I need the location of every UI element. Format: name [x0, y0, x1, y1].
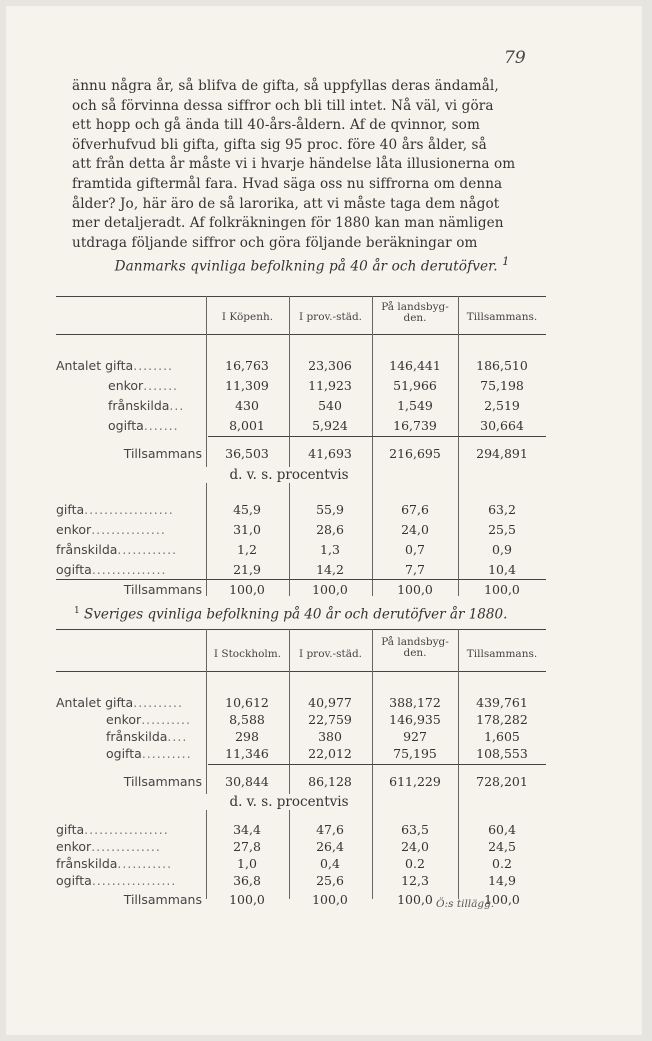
table-cell: 10,612 — [225, 695, 269, 710]
table-cell: 7,7 — [405, 562, 425, 577]
leader-dots: .............. — [91, 839, 161, 854]
book-page — [6, 6, 642, 1035]
row-label — [106, 729, 187, 744]
footnote-text: Sveriges qvinliga befolkning på 40 år och derutöfver år 1880. — [84, 606, 508, 623]
table-rule — [56, 296, 546, 297]
row-label — [108, 398, 184, 413]
total-cell: 611,229 — [389, 774, 441, 789]
column-rule — [458, 296, 459, 596]
row-label-text: frånskilda — [56, 542, 118, 557]
table-cell: 439,761 — [476, 695, 528, 710]
row-label — [56, 695, 183, 710]
table-cell: 21,9 — [233, 562, 261, 577]
table-cell: 14,9 — [488, 873, 516, 888]
table-cell: 146,441 — [389, 358, 441, 373]
table-cell: 1,549 — [397, 398, 433, 413]
table-cell: 75,198 — [480, 378, 524, 393]
column-rule — [206, 629, 207, 899]
row-label-text: Antalet gifta — [56, 358, 134, 373]
column-rule — [372, 296, 373, 596]
total-cell: 41,693 — [308, 446, 352, 461]
row-label-text: enkor — [56, 839, 92, 854]
leader-dots: ....... — [143, 418, 179, 433]
table-cell: 30,664 — [480, 418, 524, 433]
table-cell: 1,2 — [237, 542, 257, 557]
row-label — [106, 746, 192, 761]
table-cell: 16,763 — [225, 358, 269, 373]
table-cell: 23,306 — [308, 358, 352, 373]
table-rule — [56, 671, 546, 672]
row-label-text: enkor — [108, 378, 144, 393]
leader-dots: ................. — [84, 822, 169, 837]
column-header: I prov.-städ. — [298, 311, 363, 323]
table-cell: 540 — [318, 398, 342, 413]
table-cell: 16,739 — [393, 418, 437, 433]
row-label — [108, 378, 178, 393]
leader-dots: ............... — [91, 522, 166, 537]
table-cell: 430 — [235, 398, 259, 413]
table-cell: 63,5 — [401, 822, 429, 837]
total-cell: 100,0 — [397, 582, 433, 597]
caption-text: Danmarks qvinliga befolkning på 40 år och derutöfver. — [114, 258, 498, 275]
table-cell: 388,172 — [389, 695, 441, 710]
paragraph-line: framtida giftermål fara. Hvad säga oss nu siffrorna om denna — [72, 175, 503, 192]
leader-dots: .......... — [133, 695, 183, 710]
row-label-text: enkor — [56, 522, 92, 537]
table-cell: 1,3 — [320, 542, 340, 557]
total-cell: 100,0 — [229, 582, 265, 597]
table-cell: 25,6 — [316, 873, 344, 888]
leader-dots: ....... — [143, 378, 179, 393]
column-header: På landsbyg-den. — [381, 636, 449, 659]
table-cell: 25,5 — [488, 522, 516, 537]
leader-dots: .......... — [141, 712, 191, 727]
table-cell: 51,966 — [393, 378, 437, 393]
paragraph-line: ålder? Jo, här äro de så larorika, att vi måste taga dem något — [72, 195, 500, 212]
table-cell: 1,605 — [484, 729, 520, 744]
footnote — [74, 606, 507, 623]
paragraph-line: ett hopp och gå ända till 40-års-åldern. Af de qvinnor, som — [72, 117, 480, 134]
table-cell: 0.2 — [492, 856, 512, 871]
table-cell: 298 — [235, 729, 259, 744]
table-cell: 0.2 — [405, 856, 425, 871]
row-label — [56, 873, 176, 888]
leader-dots: .......... — [141, 746, 192, 761]
table-cell: 927 — [403, 729, 427, 744]
table-cell: 24,5 — [488, 839, 516, 854]
table-cell: 26,4 — [316, 839, 344, 854]
table-cell: 22,012 — [308, 746, 352, 761]
table-cell: 60,4 — [488, 822, 516, 837]
row-label — [56, 562, 166, 577]
paragraph-line: utdraga följande siffror och göra följande beräkningar om — [72, 234, 478, 251]
paragraph-line: och så förvinna dessa siffror och bli till intet. Nå väl, vi göra — [72, 97, 494, 114]
total-label: Tillsammans — [123, 774, 202, 789]
table-cell: 2,519 — [484, 398, 520, 413]
table-rule — [56, 334, 546, 335]
table-cell: 11,309 — [225, 378, 269, 393]
row-label — [56, 822, 169, 837]
total-cell: 100,0 — [484, 892, 520, 907]
leader-dots: ........... — [117, 856, 173, 871]
table-cell: 40,977 — [308, 695, 352, 710]
table-cell: 36,8 — [233, 873, 261, 888]
row-label-text: ogifta — [56, 873, 92, 888]
row-label — [56, 522, 166, 537]
column-header: I Stockholm. — [213, 648, 282, 660]
row-label-text: ogifta — [106, 746, 142, 761]
table-cell: 45,9 — [233, 502, 261, 517]
table-cell: 0,4 — [320, 856, 340, 871]
paragraph-line: öfverhufvud bli gifta, gifta sig 95 proc. före 40 års ålder, så — [72, 136, 487, 153]
total-label: Tillsammans — [123, 446, 202, 461]
table-cell: 5,924 — [312, 418, 348, 433]
total-cell: 294,891 — [476, 446, 528, 461]
editor-note: Ö:s tillägg. — [436, 898, 495, 910]
leader-dots: ............... — [91, 562, 167, 577]
table-cell: 63,2 — [488, 502, 516, 517]
table-cell: 8,588 — [229, 712, 265, 727]
row-label-text: ogifta — [56, 562, 92, 577]
table-cell: 108,553 — [476, 746, 528, 761]
table-rule — [208, 436, 546, 437]
total-label: Tillsammans — [123, 582, 202, 597]
column-header: Tillsammans. — [466, 648, 538, 660]
body-paragraph — [72, 78, 542, 274]
table-cell: 8,001 — [229, 418, 265, 433]
paragraph-line: ännu några år, så blifva de gifta, så uppfyllas deras ändamål, — [72, 78, 499, 94]
row-label — [106, 712, 191, 727]
table-cell: 75,195 — [393, 746, 437, 761]
table-cell: 12,3 — [401, 873, 429, 888]
row-label — [56, 839, 161, 854]
table-cell: 34,4 — [233, 822, 261, 837]
total-cell: 216,695 — [389, 446, 441, 461]
row-label-text: Antalet gifta — [56, 695, 134, 710]
percent-subheading: d. v. s. procentvis — [206, 467, 372, 483]
column-header: På landsbyg-den. — [381, 301, 449, 324]
table-cell: 67,6 — [401, 502, 429, 517]
row-label — [56, 542, 177, 557]
row-label-text: frånskilda — [106, 729, 168, 744]
total-cell: 86,128 — [308, 774, 352, 789]
leader-dots: .... — [167, 729, 188, 744]
row-label-text: gifta — [56, 502, 85, 517]
table-cell: 10,4 — [488, 562, 516, 577]
table-cell: 178,282 — [476, 712, 528, 727]
table-cell: 11,923 — [308, 378, 352, 393]
column-rule — [289, 296, 290, 596]
row-label-text: frånskilda — [56, 856, 118, 871]
total-label: Tillsammans — [123, 892, 202, 907]
leader-dots: ... — [169, 398, 185, 413]
row-label — [56, 358, 173, 373]
table-cell: 14,2 — [316, 562, 344, 577]
table-cell: 22,759 — [308, 712, 352, 727]
table-rule — [208, 764, 546, 765]
total-cell: 30,844 — [225, 774, 269, 789]
column-header: I prov.-städ. — [298, 648, 363, 660]
total-cell: 100,0 — [397, 892, 433, 907]
row-label — [56, 502, 174, 517]
table-cell: 28,6 — [316, 522, 344, 537]
total-cell: 36,503 — [225, 446, 269, 461]
paragraph-line: att från detta år måste vi i hvarje händelse låta illusionerna om — [72, 156, 516, 173]
row-label — [108, 418, 179, 433]
table-cell: 55,9 — [316, 502, 344, 517]
total-cell: 100,0 — [229, 892, 265, 907]
caption-footnote-mark: 1 — [502, 254, 510, 269]
table-cell: 0,7 — [405, 542, 425, 557]
total-cell: 100,0 — [312, 892, 348, 907]
row-label-text: enkor — [106, 712, 142, 727]
table1-caption — [72, 254, 542, 274]
table-cell: 24,0 — [401, 522, 429, 537]
column-rule — [206, 296, 207, 596]
leader-dots: ........ — [133, 358, 174, 373]
leader-dots: .................. — [84, 502, 174, 517]
leader-dots: ............ — [117, 542, 178, 557]
table-cell: 1,0 — [237, 856, 257, 871]
table-cell: 11,346 — [225, 746, 269, 761]
paragraph-line: mer detaljeradt. Af folkräkningen för 1880 kan man nämligen — [72, 215, 504, 232]
table-cell: 146,935 — [389, 712, 441, 727]
row-label-text: ogifta — [108, 418, 144, 433]
total-cell: 100,0 — [484, 582, 520, 597]
column-header: Tillsammans. — [466, 311, 538, 323]
leader-dots: ................. — [91, 873, 177, 888]
row-label-text: frånskilda — [108, 398, 170, 413]
total-cell: 100,0 — [312, 582, 348, 597]
column-header: I Köpenh. — [221, 311, 274, 323]
total-cell: 728,201 — [476, 774, 528, 789]
footnote-mark: 1 — [74, 606, 80, 616]
table-cell: 24,0 — [401, 839, 429, 854]
row-label — [56, 856, 172, 871]
table-cell: 27,8 — [233, 839, 261, 854]
row-label-text: gifta — [56, 822, 85, 837]
table-cell: 186,510 — [476, 358, 528, 373]
table-cell: 0,9 — [492, 542, 512, 557]
table-rule — [56, 629, 546, 630]
percent-subheading: d. v. s. procentvis — [206, 794, 372, 810]
table-denmark — [56, 296, 546, 601]
table-cell: 380 — [318, 729, 342, 744]
page-number: 79 — [504, 48, 526, 68]
table-rule — [56, 579, 546, 580]
table-cell: 47,6 — [316, 822, 344, 837]
table-cell: 31,0 — [233, 522, 261, 537]
